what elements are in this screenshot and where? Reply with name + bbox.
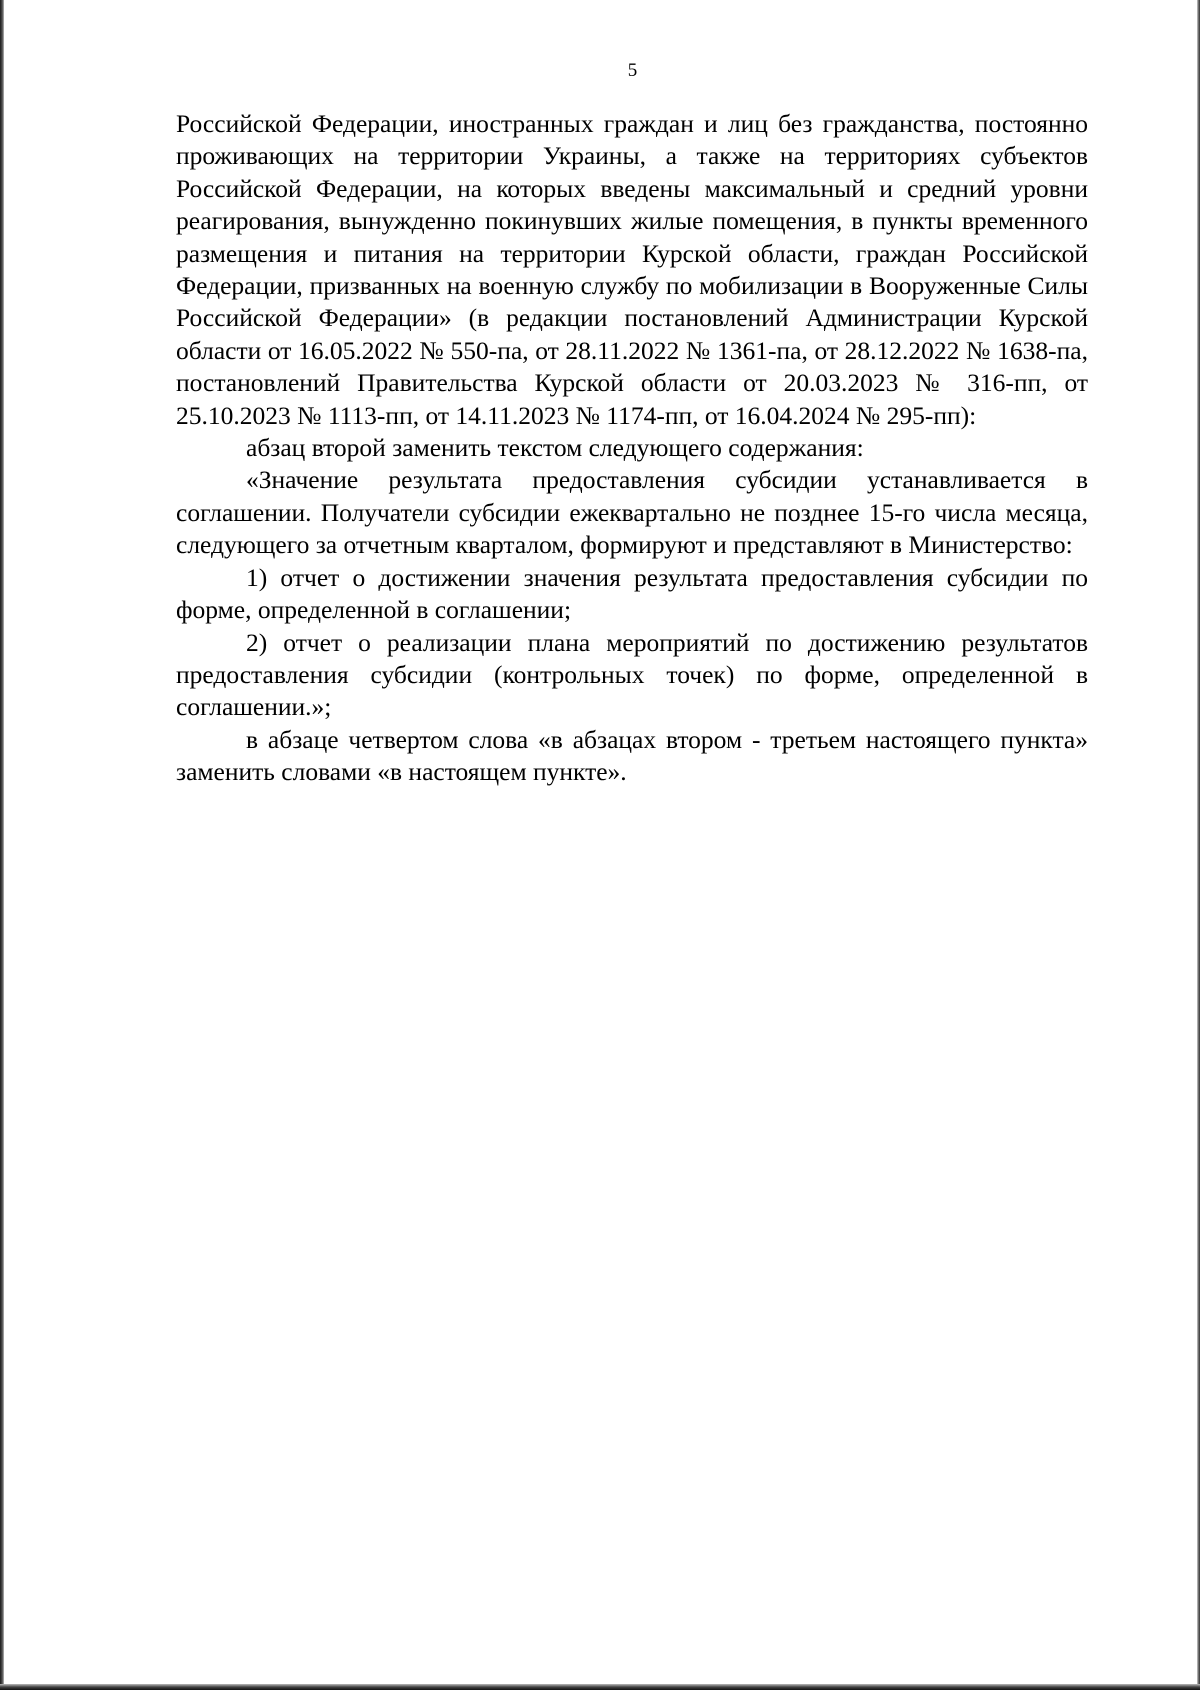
paragraph-instruction: абзац второй заменить текстом следующего содержания: (246, 433, 864, 463)
page-number: 5 (627, 60, 638, 81)
paragraph-list-item-2: 2) отчет о реализации плана мероприятий по достижению результатов предоставления субсидии (контрольных точек) по форме, определенной в соглашении.»; (176, 627, 1088, 722)
paragraph-continuation: Российской Федерации, иностранных граждан и лиц без гражданства, постоянно проживающих на территории Украины, а также на территориях субъектов Российской Федерации, на которых введены максимальный и средний уровни реагирования, вынужденно покинувших жилые помещения, в пункты временного размещения и питания на территории Курской области, граждан Российской Федерации, призванных на военную службу по мобилизации в Вооруженные Силы Российской Федерации» (в редакции постановлений Администрации Курской области от 16.05.2022 № 550-па, от 28.11.2022 № 1361-па, от 28.12.2022 № 1638-па, постановлений Правительства Курской области от 20.03.2023 № 316-пп, от 25.10.2023 № 1113-пп, от 14.11.2023 № 1174-пп, от 16.04.2024 № 295-пп): (176, 109, 1088, 430)
paragraph-list-item-1: 1) отчет о достижении значения результата предоставления субсидии по форме, определенной в соглашении; (176, 562, 1088, 625)
paragraph-amendment: в абзаце четвертом слова «в абзацах втором - третьем настоящего пункта» заменить словами «в настоящем пункте». (176, 724, 1088, 787)
scan-edge-left (0, 0, 4, 1690)
paragraph-quoted-text: «Значение результата предоставления субсидии устанавливается в соглашении. Получатели субсидии ежеквартально не позднее 15-го числа месяца, следующего за отчетным кварталом, формируют и представляют в Министерство: (176, 465, 1088, 560)
document-body (176, 108, 1088, 789)
scan-edge-bottom (0, 1684, 1200, 1690)
